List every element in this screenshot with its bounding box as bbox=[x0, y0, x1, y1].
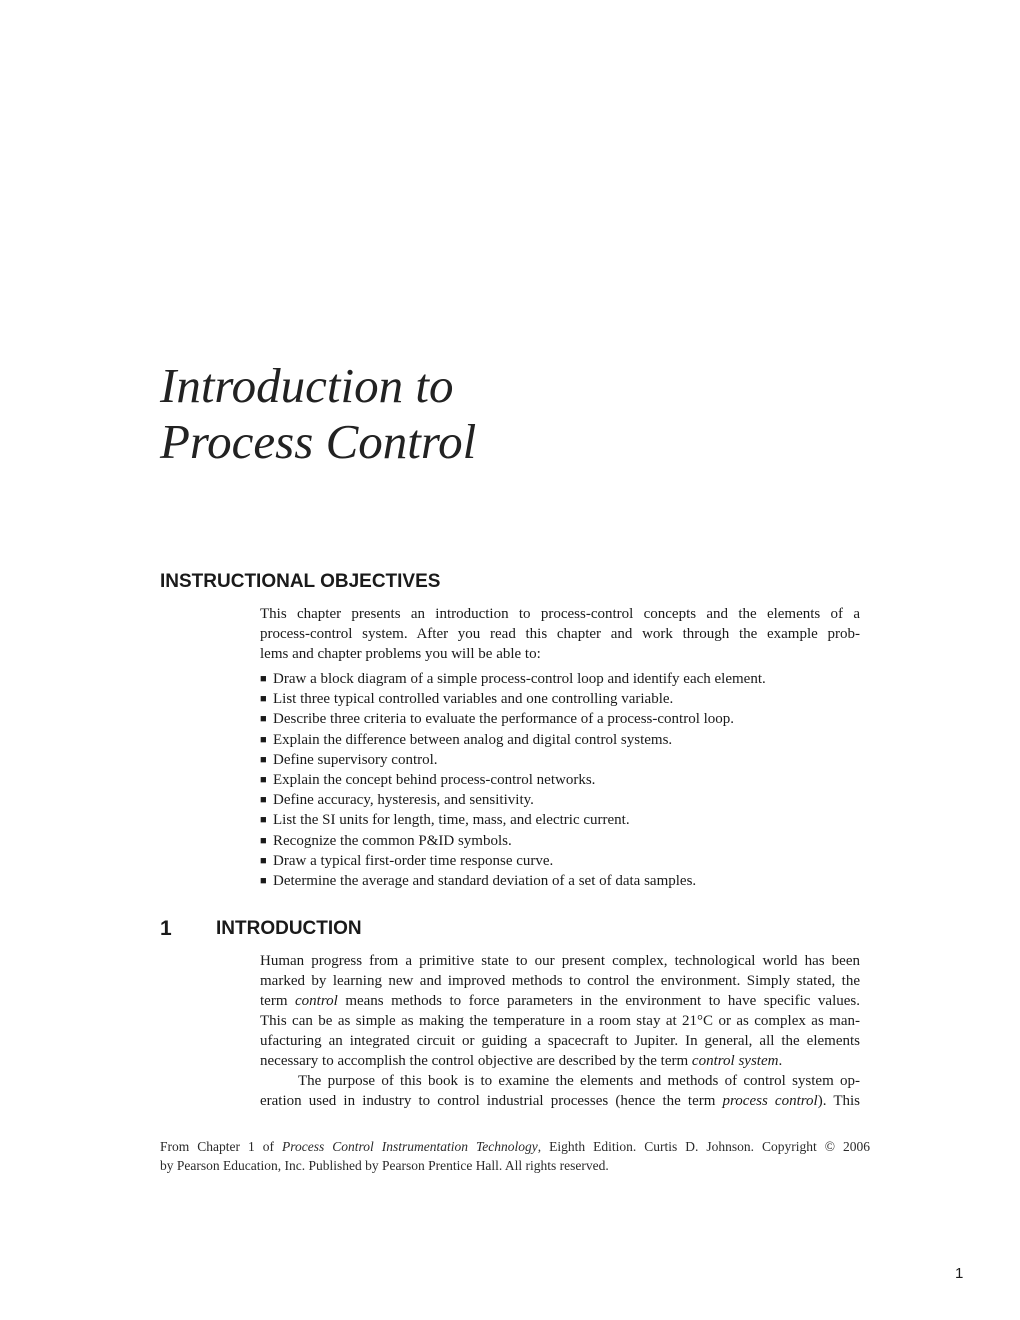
bullet-icon: ■ bbox=[260, 774, 267, 787]
bullet-icon: ■ bbox=[260, 693, 267, 706]
bullet-icon: ■ bbox=[260, 794, 267, 807]
list-item bbox=[260, 709, 860, 729]
term-control-system: control system bbox=[691, 1053, 779, 1069]
list-item bbox=[260, 871, 860, 891]
text-line: The purpose of this book is to examine the elements and methods of control system op- bbox=[298, 1073, 860, 1089]
book-title: Process Control Instrumentation Technology bbox=[281, 1139, 538, 1154]
introduction-heading: INTRODUCTION bbox=[216, 918, 362, 939]
chapter-title-line-2: Process Control bbox=[160, 414, 477, 469]
text-line: This can be as simple as making the temperature in a room stay at 21°C or as complex as man- bbox=[260, 1013, 860, 1029]
page-number: 1 bbox=[955, 1265, 964, 1282]
list-item bbox=[260, 689, 860, 709]
list-item bbox=[260, 730, 860, 750]
list-item bbox=[260, 831, 860, 851]
objectives-intro-line-2: process-control system. After you read this chapter and work through the example prob- bbox=[260, 626, 860, 642]
bullet-icon: ■ bbox=[260, 733, 267, 746]
text-line: necessary to accomplish the control objective are described by the term control system. bbox=[260, 1053, 783, 1069]
list-item bbox=[260, 669, 860, 689]
text-line: ufacturing an integrated circuit or guiding a spacecraft to Jupiter. In general, all the elements bbox=[260, 1033, 860, 1049]
objectives-intro-line-1: This chapter presents an introduction to process-control concepts and the elements of a bbox=[260, 606, 860, 622]
introduction-paragraph-2 bbox=[260, 1071, 860, 1111]
chapter-title-line-1: Introduction to bbox=[160, 358, 454, 413]
bullet-icon: ■ bbox=[260, 753, 267, 766]
section-number: 1 bbox=[160, 917, 172, 940]
list-item-text: Draw a typical first-order time response curve. bbox=[273, 852, 554, 869]
objectives-list bbox=[260, 669, 860, 891]
list-item bbox=[260, 790, 860, 810]
text-line: marked by learning new and improved methods to control the environment. Simply stated, the bbox=[260, 973, 860, 989]
list-item-text: Define supervisory control. bbox=[273, 751, 438, 768]
bullet-icon: ■ bbox=[260, 834, 267, 847]
term-process-control: process control bbox=[722, 1093, 818, 1109]
list-item-text: List the SI units for length, time, mass, and electric current. bbox=[273, 812, 630, 829]
term-control: control bbox=[295, 993, 338, 1009]
objectives-intro-line-3: lems and chapter problems you will be able to: bbox=[260, 646, 541, 662]
bullet-icon: ■ bbox=[260, 814, 267, 827]
list-item-text: Explain the concept behind process-control networks. bbox=[273, 772, 596, 789]
chapter-title bbox=[160, 358, 476, 470]
footnote-line-1: From Chapter 1 of Process Control Instrumentation Technology, Eighth Edition. Curtis D. Johnson. Copyright © 2006 bbox=[160, 1139, 870, 1154]
objectives-intro-paragraph bbox=[260, 604, 860, 664]
text-line: Human progress from a primitive state to our present complex, technological world has been bbox=[260, 953, 860, 969]
bullet-icon: ■ bbox=[260, 854, 267, 867]
list-item-text: Recognize the common P&ID symbols. bbox=[273, 832, 512, 849]
bullet-icon: ■ bbox=[260, 713, 267, 726]
list-item bbox=[260, 851, 860, 871]
list-item-text: List three typical controlled variables and one controlling variable. bbox=[273, 691, 674, 708]
text-line: eration used in industry to control industrial processes (hence the term process control). This bbox=[260, 1093, 860, 1109]
introduction-paragraph-1 bbox=[260, 951, 860, 1071]
list-item bbox=[260, 810, 860, 830]
list-item-text: Explain the difference between analog and digital control systems. bbox=[273, 731, 673, 748]
introduction-body bbox=[260, 951, 860, 1111]
bullet-icon: ■ bbox=[260, 673, 267, 685]
list-item-text: Determine the average and standard deviation of a set of data samples. bbox=[273, 873, 697, 890]
list-item-text: Define accuracy, hysteresis, and sensitivity. bbox=[273, 792, 534, 809]
list-item-text: Draw a block diagram of a simple process-control loop and identify each element. bbox=[273, 671, 766, 687]
list-item bbox=[260, 750, 860, 770]
source-footnote bbox=[160, 1137, 870, 1175]
footnote-line-2: by Pearson Education, Inc. Published by Pearson Prentice Hall. All rights reserved. bbox=[160, 1158, 609, 1173]
objectives-heading: INSTRUCTIONAL OBJECTIVES bbox=[160, 571, 441, 592]
text-line: term control means methods to force parameters in the environment to have specific values. bbox=[260, 993, 860, 1009]
list-item-text: Describe three criteria to evaluate the performance of a process-control loop. bbox=[273, 711, 735, 728]
bullet-icon: ■ bbox=[260, 875, 267, 888]
list-item bbox=[260, 770, 860, 790]
